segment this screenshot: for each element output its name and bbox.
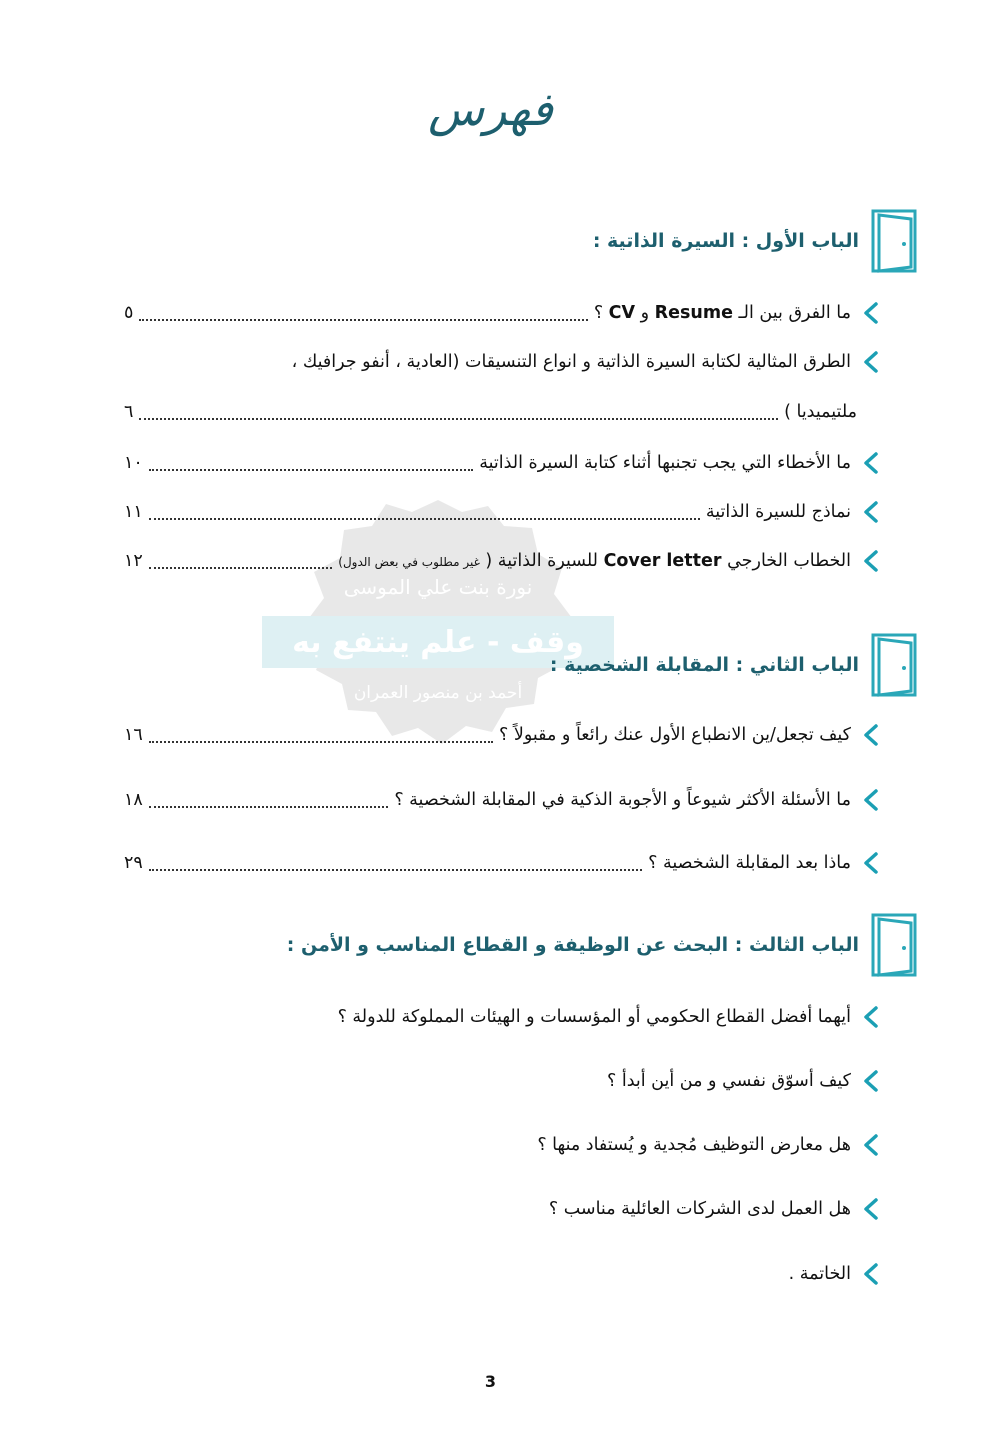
toc-page-number: ٥ bbox=[124, 303, 134, 323]
toc-entry[interactable] bbox=[124, 784, 851, 816]
chevron-left-icon bbox=[861, 788, 881, 812]
chevron-left-icon bbox=[861, 1197, 881, 1221]
toc-entry-text: الطرق المثالية لكتابة السيرة الذاتية و انواع التنسيقات (العادية ، أنفو جرافيك ، bbox=[291, 352, 851, 372]
page-number: 3 bbox=[484, 1372, 497, 1391]
resume-label: Resume bbox=[654, 303, 733, 323]
toc-entry[interactable] bbox=[124, 346, 851, 378]
toc-entry-continuation[interactable] bbox=[124, 396, 857, 428]
toc-entry-text: كيف تجعل/ين الانطباع الأول عنك رائعاً و مقبولاً ؟ bbox=[498, 725, 851, 745]
toc-entry-text: أيهما أفضل القطاع الحكومي أو المؤسسات و الهيئات المملوكة للدولة ؟ bbox=[337, 1007, 851, 1027]
leader-dots bbox=[139, 418, 778, 420]
toc-entry[interactable] bbox=[124, 1193, 851, 1225]
toc-entry-text: الخاتمة . bbox=[788, 1264, 851, 1284]
chevron-left-icon bbox=[861, 301, 881, 325]
leader-dots bbox=[139, 319, 587, 321]
chevron-left-icon bbox=[861, 1005, 881, 1029]
toc-entry-text: كيف أسوّق نفسي و من أين أبدأ ؟ bbox=[606, 1071, 851, 1091]
chevron-left-icon bbox=[861, 451, 881, 475]
chevron-left-icon bbox=[861, 350, 881, 374]
cv-label: CV bbox=[608, 303, 636, 323]
door-icon bbox=[871, 633, 917, 697]
leader-dots bbox=[149, 869, 642, 871]
toc-entry[interactable] bbox=[124, 545, 851, 577]
cover-letter-label: Cover letter bbox=[603, 551, 722, 571]
toc-entry-text: ما الأسئلة الأكثر شيوعاً و الأجوبة الذكية في المقابلة الشخصية ؟ bbox=[394, 790, 851, 810]
toc-entry[interactable] bbox=[124, 847, 851, 879]
toc-page-number: ١١ bbox=[124, 502, 143, 522]
toc-entry[interactable] bbox=[124, 297, 851, 329]
chapter-1-heading bbox=[593, 208, 917, 274]
toc-entry[interactable] bbox=[124, 1129, 851, 1161]
chevron-left-icon bbox=[861, 549, 881, 573]
watermark-badge bbox=[306, 500, 572, 744]
page-title: فهرس bbox=[428, 82, 553, 136]
toc-entry[interactable] bbox=[124, 1065, 851, 1097]
toc-entry-text: ملتيميديا ) bbox=[784, 402, 857, 422]
toc-entry[interactable] bbox=[124, 447, 851, 479]
chevron-left-icon bbox=[861, 1133, 881, 1157]
toc-entry-text: هل العمل لدى الشركات العائلية مناسب ؟ bbox=[548, 1199, 851, 1219]
toc-entry[interactable] bbox=[124, 1001, 851, 1033]
toc-entry-text: ماذا بعد المقابلة الشخصية ؟ bbox=[648, 853, 851, 873]
toc-entry-text: ما الفرق بين الـ Resume و CV ؟ bbox=[593, 303, 851, 323]
leader-dots bbox=[149, 469, 473, 471]
toc-entry-text: نماذج للسيرة الذاتية bbox=[705, 502, 851, 522]
chapter-2-heading bbox=[550, 632, 917, 698]
toc-entry-text: ما الأخطاء التي يجب تجنبها أثناء كتابة السيرة الذاتية bbox=[479, 453, 851, 473]
chapter-2-title: الباب الثاني : المقابلة الشخصية : bbox=[549, 654, 859, 676]
toc-entry-note: غير مطلوب في بعض الدول) bbox=[338, 555, 480, 569]
door-icon bbox=[871, 209, 917, 273]
watermark-line2: وقف - علم ينتفع به bbox=[292, 625, 584, 660]
chapter-3-title: الباب الثالث : البحث عن الوظيفة و القطاع المناسب و الأمن : bbox=[286, 934, 859, 956]
toc-page-number: ١٨ bbox=[124, 790, 143, 810]
chevron-left-icon bbox=[861, 851, 881, 875]
toc-entry-text: هل معارض التوظيف مُجدية و يُستفاد منها ؟ bbox=[537, 1135, 851, 1155]
chapter-3-heading bbox=[287, 912, 917, 978]
watermark-line3: أحمد بن منصور العمران bbox=[353, 683, 523, 703]
toc-page-number: ١٠ bbox=[124, 453, 143, 473]
toc-page-number: ٢٩ bbox=[124, 853, 143, 873]
chevron-left-icon bbox=[861, 1262, 881, 1286]
chapter-1-title: الباب الأول : السيرة الذاتية : bbox=[592, 230, 859, 252]
leader-dots bbox=[149, 518, 700, 520]
toc-page-number: ١٦ bbox=[124, 725, 143, 745]
chevron-left-icon bbox=[861, 1069, 881, 1093]
toc-entry-text: الخطاب الخارجي Cover letter للسيرة الذاتية ( غير مطلوب في بعض الدول) bbox=[338, 551, 851, 571]
toc-entry[interactable] bbox=[124, 496, 851, 528]
leader-dots bbox=[149, 741, 493, 743]
chevron-left-icon bbox=[861, 723, 881, 747]
toc-entry[interactable] bbox=[124, 1258, 851, 1290]
watermark-line1: نورة بنت علي الموسى bbox=[343, 575, 533, 599]
toc-page-number: ١٢ bbox=[124, 551, 143, 571]
chevron-left-icon bbox=[861, 500, 881, 524]
door-icon bbox=[871, 913, 917, 977]
toc-page-number: ٦ bbox=[124, 402, 134, 422]
toc-entry[interactable] bbox=[124, 719, 851, 751]
leader-dots bbox=[149, 806, 389, 808]
leader-dots bbox=[149, 567, 332, 569]
